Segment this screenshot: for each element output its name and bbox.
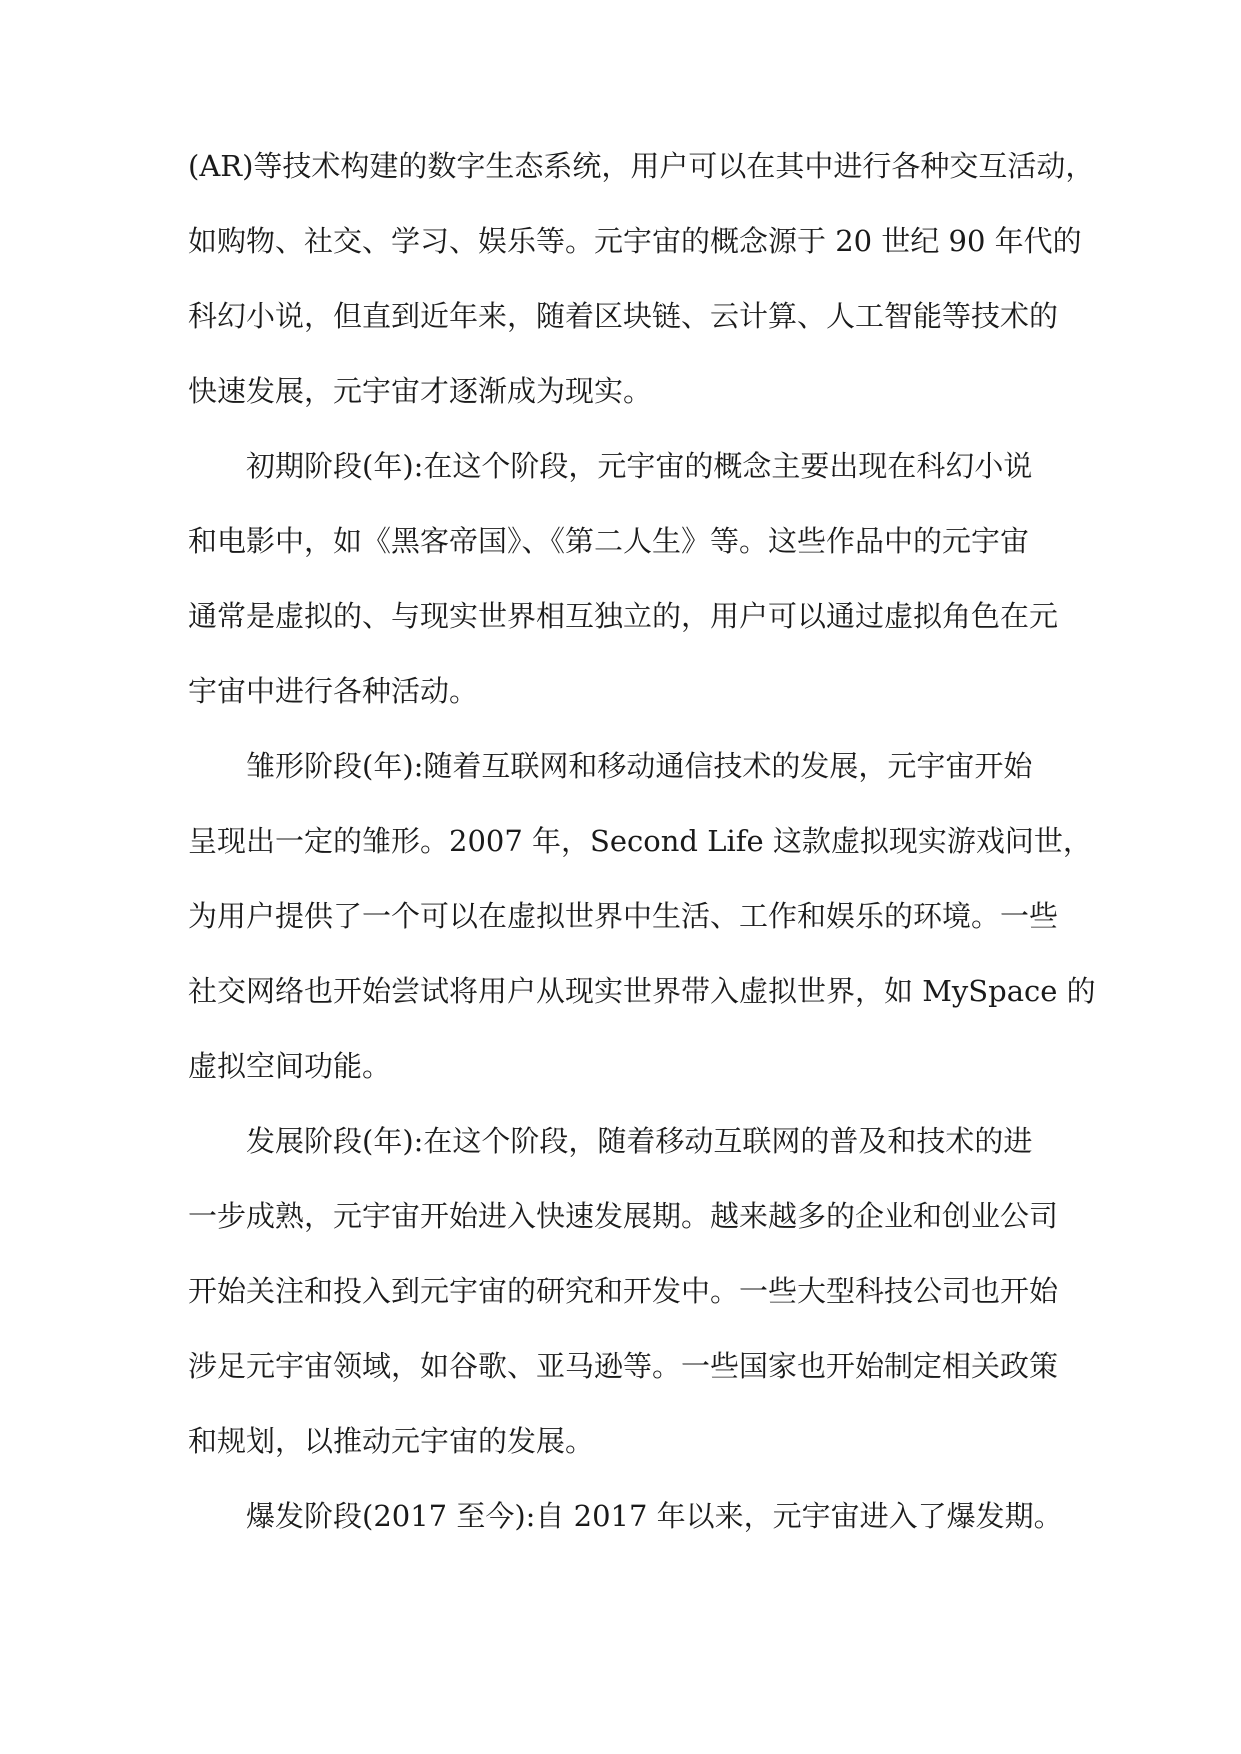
paragraph-first-line: 初期阶段(年):在这个阶段，元宇宙的概念主要出现在科幻小说 xyxy=(246,449,1033,483)
text-line: 快速发展，元宇宙才逐渐成为现实。 xyxy=(188,374,653,408)
text-line: 涉足元宇宙领域，如谷歌、亚马逊等。一些国家也开始制定相关政策 xyxy=(188,1349,1059,1383)
text-line: 呈现出一定的雏形。2007 年，Second Life 这款虚拟现实游戏问世， xyxy=(188,824,1092,858)
text-line: 和规划，以推动元宇宙的发展。 xyxy=(188,1424,595,1458)
text-line: 通常是虚拟的、与现实世界相互独立的，用户可以通过虚拟角色在元 xyxy=(188,599,1059,633)
text-line: 为用户提供了一个可以在虚拟世界中生活、工作和娱乐的环境。一些 xyxy=(188,899,1059,933)
paragraph-first-line: 发展阶段(年):在这个阶段，随着移动互联网的普及和技术的进 xyxy=(246,1124,1033,1158)
text-line: 一步成熟，元宇宙开始进入快速发展期。越来越多的企业和创业公司 xyxy=(188,1199,1059,1233)
text-line: 和电影中，如《黑客帝国》、《第二人生》等。这些作品中的元宇宙 xyxy=(188,524,1030,558)
text-line: (AR)等技术构建的数字生态系统，用户可以在其中进行各种交互活动， xyxy=(188,149,1095,183)
text-line: 宇宙中进行各种活动。 xyxy=(188,674,479,708)
text-line: 虚拟空间功能。 xyxy=(188,1049,392,1083)
text-line: 社交网络也开始尝试将用户从现实世界带入虚拟世界，如 MySpace 的 xyxy=(188,974,1096,1008)
text-line: 科幻小说，但直到近年来，随着区块链、云计算、人工智能等技术的 xyxy=(188,299,1059,333)
text-line: 开始关注和投入到元宇宙的研究和开发中。一些大型科技公司也开始 xyxy=(188,1274,1059,1308)
text-line: 如购物、社交、学习、娱乐等。元宇宙的概念源于 20 世纪 90 年代的 xyxy=(188,224,1082,258)
paragraph-first-line: 爆发阶段(2017 至今):自 2017 年以来，元宇宙进入了爆发期。 xyxy=(246,1499,1063,1533)
paragraph-first-line: 雏形阶段(年):随着互联网和移动通信技术的发展，元宇宙开始 xyxy=(246,749,1033,783)
